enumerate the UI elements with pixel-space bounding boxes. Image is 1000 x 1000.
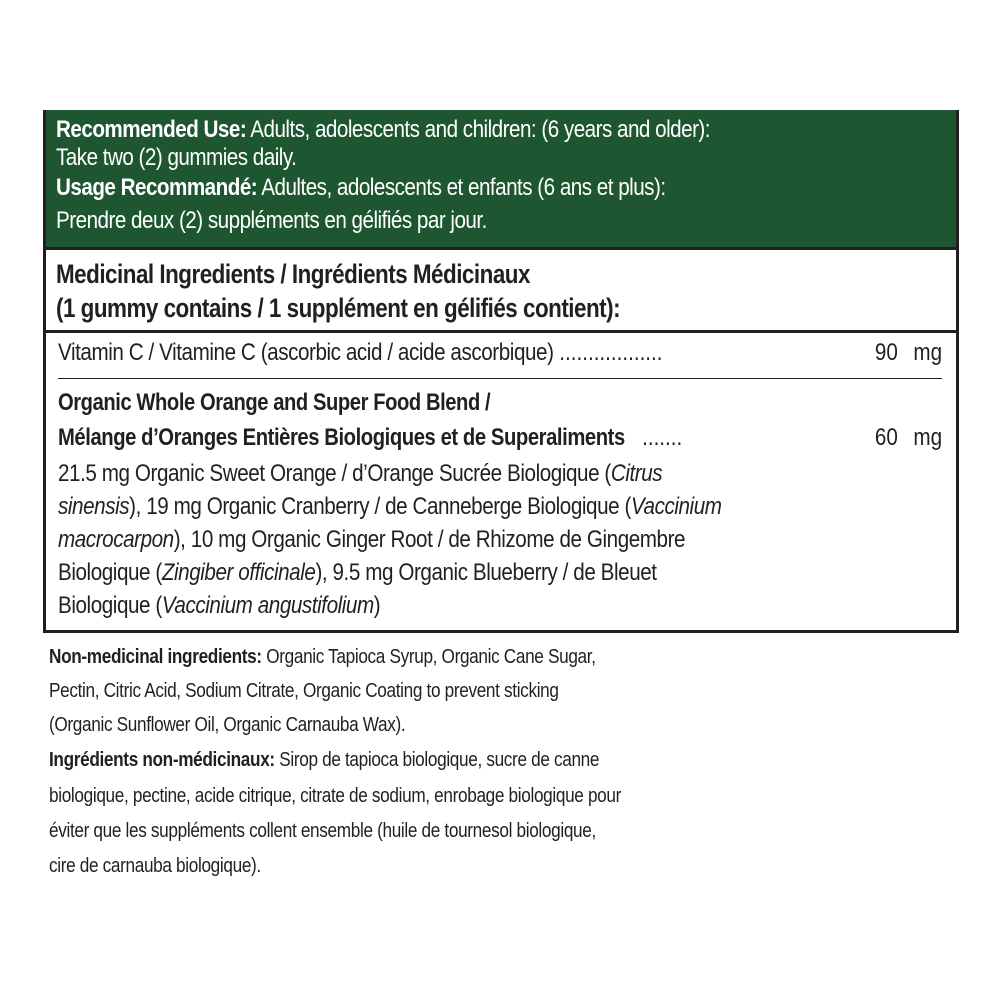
botanical-name: Vaccinium	[630, 493, 722, 520]
row-divider	[58, 378, 942, 379]
usage-fr-line1: Usage Recommandé: Adultes, adolescents et enfants (6 ans et plus):	[56, 174, 666, 201]
ingredient-text: ), 9.5 mg Organic Blueberry / de Bleuet	[315, 559, 657, 586]
blend-description-line	[58, 458, 662, 491]
usage-en-line2: Take two (2) gummies daily.	[56, 144, 297, 171]
ingredients-panel	[43, 110, 959, 633]
vitamin-c-row	[58, 339, 942, 367]
blend-amount: 60 mg	[874, 424, 942, 451]
botanical-name: Zingiber officinale	[161, 559, 316, 586]
botanical-name: Citrus	[610, 460, 663, 487]
nonmed-fr-line4: cire de carnauba biologique).	[49, 855, 261, 877]
nonmed-en-line3: (Organic Sunflower Oil, Organic Carnauba Wax).	[49, 714, 406, 736]
botanical-name: macrocarpon	[58, 526, 174, 553]
recommended-use-block	[46, 110, 956, 250]
botanical-name: Vaccinium angustifolium	[161, 592, 374, 619]
usage-fr-label: Usage Recommandé:	[56, 174, 258, 201]
medicinal-header-line1: Medicinal Ingredients / Ingrédients Médicinaux	[56, 259, 530, 289]
usage-en-line1: Recommended Use: Adults, adolescents and children: (6 years and older):	[56, 116, 711, 143]
medicinal-header-line2: (1 gummy contains / 1 supplément en gélifiés contient):	[56, 293, 621, 323]
usage-fr-line2: Prendre deux (2) suppléments en gélifiés par jour.	[56, 207, 487, 234]
leader-dots: .......	[636, 424, 683, 451]
nonmed-en-line1: Non-medicinal ingredients: Organic Tapioca Syrup, Organic Cane Sugar,	[49, 646, 596, 668]
vitamin-c-amount: 90 mg	[874, 339, 942, 366]
blend-title-line1: Organic Whole Orange and Super Food Blend /	[58, 389, 491, 416]
blend-description-line	[58, 524, 685, 557]
blend-description-line	[58, 557, 657, 590]
ingredient-text: Biologique (	[58, 592, 162, 619]
leader-dots: ..................	[553, 339, 663, 366]
nonmed-en-line2: Pectin, Citric Acid, Sodium Citrate, Organic Coating to prevent sticking	[49, 680, 559, 702]
nonmed-fr-line2: biologique, pectine, acide citrique, citrate de sodium, enrobage biologique pour	[49, 785, 622, 807]
ingredient-text: Biologique (	[58, 559, 162, 586]
ingredient-text: ), 10 mg Organic Ginger Root / de Rhizome de Gingembre	[173, 526, 686, 553]
nonmed-fr-label: Ingrédients non-médicinaux:	[49, 749, 275, 771]
ingredient-text: ), 19 mg Organic Cranberry / de Canneberge Biologique (	[129, 493, 631, 520]
usage-en-label: Recommended Use:	[56, 116, 247, 143]
blend-title-row	[58, 424, 942, 452]
vitamin-c-name: Vitamin C / Vitamine C (ascorbic acid / acide ascorbique)	[58, 339, 554, 366]
nonmed-en-label: Non-medicinal ingredients:	[49, 646, 262, 668]
blend-title-line2: Mélange d’Oranges Entières Biologiques et de Superaliments	[58, 424, 625, 451]
nonmed-fr-line1: Ingrédients non-médicinaux: Sirop de tapioca biologique, sucre de canne	[49, 749, 600, 771]
botanical-name: sinensis	[58, 493, 130, 520]
ingredient-text: 21.5 mg Organic Sweet Orange / d’Orange Sucrée Biologique (	[58, 460, 611, 487]
ingredient-text: )	[373, 592, 381, 619]
blend-description-line	[58, 491, 722, 524]
medicinal-ingredients-header	[46, 250, 956, 333]
blend-description-line	[58, 590, 380, 623]
nonmed-fr-line3: éviter que les suppléments collent ensemble (huile de tournesol biologique,	[49, 820, 596, 842]
